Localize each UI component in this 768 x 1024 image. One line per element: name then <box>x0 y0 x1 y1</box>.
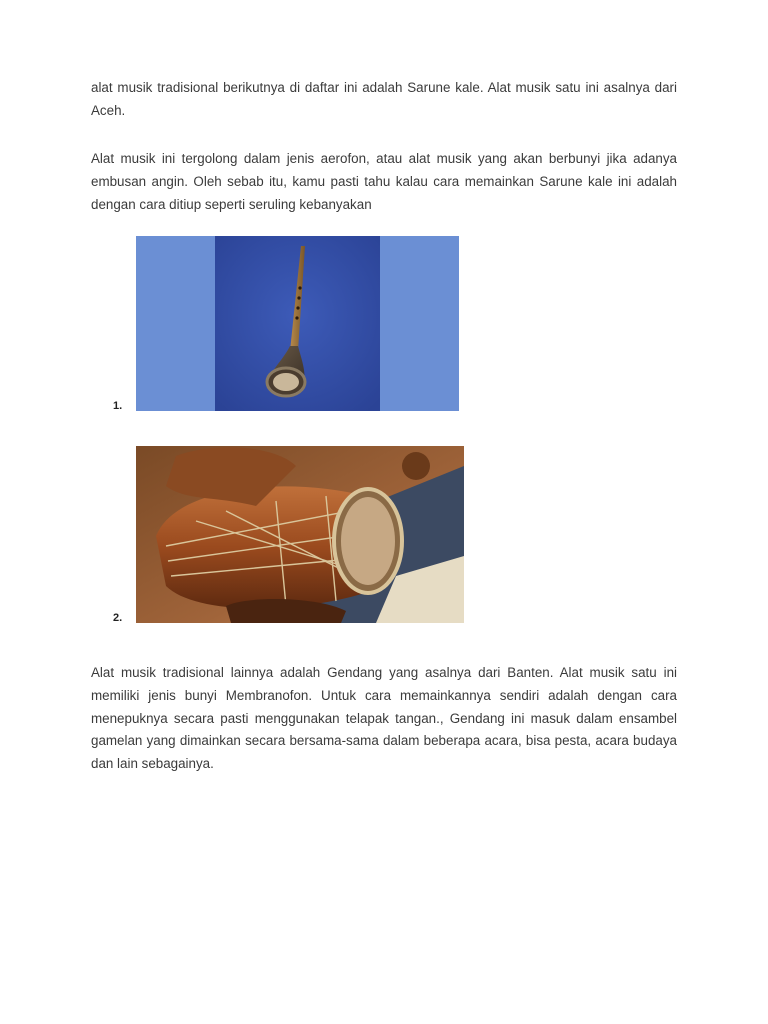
list-number-1: 1. <box>113 400 123 412</box>
list-number-2: 2. <box>113 612 123 624</box>
sarune-kale-image <box>136 236 459 411</box>
paragraph-sarune-intro: alat musik tradisional berikutnya di daftar ini adalah Sarune kale. Alat musik satu ini asalnya dari Aceh. <box>91 80 677 118</box>
gendang-image <box>136 446 464 623</box>
paragraph-sarune-description: Alat musik ini tergolong dalam jenis aerofon, atau alat musik yang akan berbunyi jika adanya embusan angin. Oleh sebab itu, kamu pasti tahu kalau cara memainkan Sarune kale ini adalah dengan cara ditiup seperti seruling kebanyakan <box>91 151 677 212</box>
paragraph-gendang-description: Alat musik tradisional lainnya adalah Gendang yang asalnya dari Banten. Alat musik satu ini memiliki jenis bunyi Membranofon. Untuk cara memainkannya sendiri adalah dengan cara menepuknya secara pasti menggunakan telapak tangan., Gendang ini masuk dalam ensambel gamelan yang dimainkan secara bersama-sama dalam beberapa acara, bisa pesta, acara budaya dan lain sebagainya. <box>91 665 677 772</box>
